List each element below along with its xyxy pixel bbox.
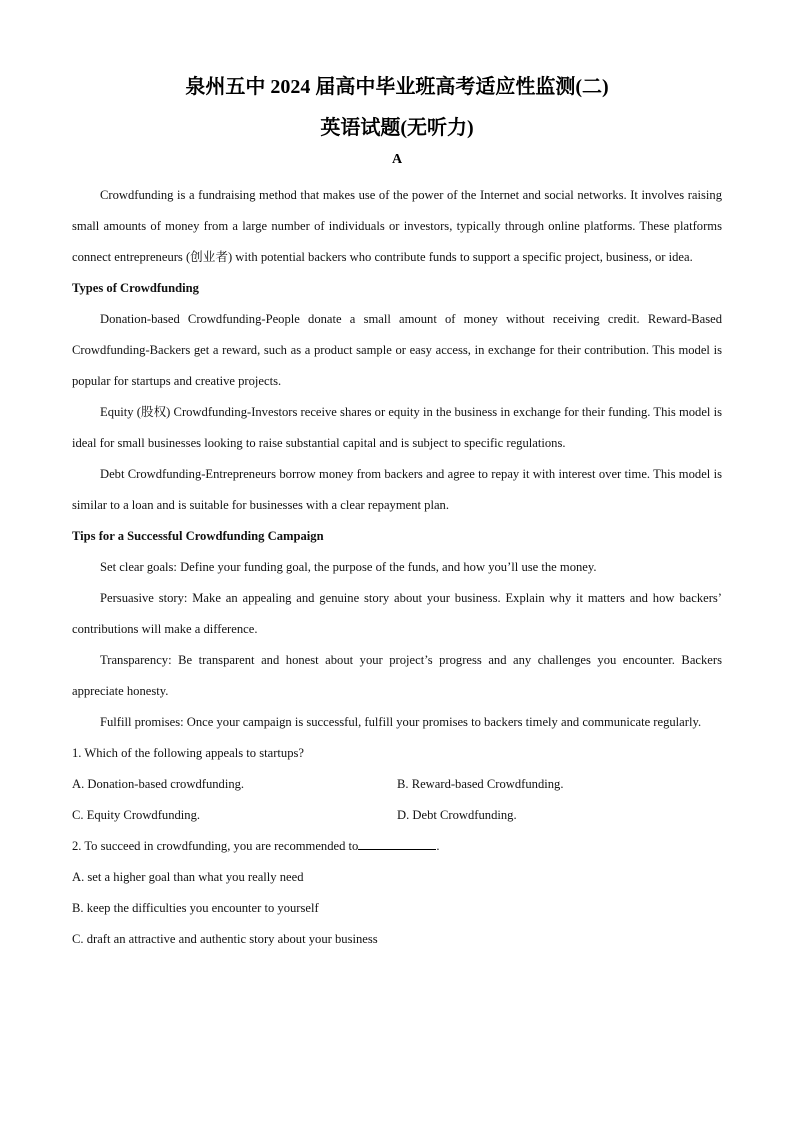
- passage-body: [72, 180, 722, 955]
- question-2-stem-end: .: [436, 839, 440, 853]
- tip-story: Persuasive story: Make an appealing and genuine story about your business. Explain why it matters and how backers’ contributions will make a difference.: [72, 591, 722, 636]
- question-1-option-c[interactable]: C. Equity Crowdfunding.: [72, 808, 201, 822]
- question-1-options-row-2: [72, 800, 722, 831]
- exam-subtitle: 英语试题(无听力): [320, 117, 474, 139]
- exam-title: 泉州五中 2024 届高中毕业班高考适应性监测(二): [185, 76, 609, 98]
- type-paragraph-donation-reward: Donation-based Crowdfunding-People donate a small amount of money without receiving credit. Reward-Based Crowdfunding-Backers get a reward, such as a product sample or easy access, in exchange for their contribution. This model is popular for startups and creative projects.: [72, 312, 722, 388]
- question-1-option-b[interactable]: B. Reward-based Crowdfunding.: [397, 777, 564, 791]
- tip-goals: Set clear goals: Define your funding goal, the purpose of the funds, and how you’ll use the money.: [100, 560, 597, 574]
- tip-transparency: Transparency: Be transparent and honest about your project’s progress and any challenges you encounter. Backers appreciate honesty.: [72, 653, 722, 698]
- question-1-option-a[interactable]: A. Donation-based crowdfunding.: [72, 777, 245, 791]
- types-heading: Types of Crowdfunding: [72, 281, 199, 295]
- question-2-option-a[interactable]: A. set a higher goal than what you really need: [72, 870, 304, 884]
- question-1-stem: 1. Which of the following appeals to startups?: [72, 746, 305, 760]
- type-paragraph-debt: Debt Crowdfunding-Entrepreneurs borrow money from backers and agree to repay it with interest over time. This model is similar to a loan and is suitable for businesses with a clear repayment plan.: [72, 467, 722, 512]
- type-paragraph-equity: Equity (股权) Crowdfunding-Investors receive shares or equity in the business in exchange for their funding. This model is ideal for small businesses looking to raise substantial capital and is subject to specific regulations.: [72, 405, 722, 450]
- question-1-options-row-1: [72, 769, 722, 800]
- question-1-option-d[interactable]: D. Debt Crowdfunding.: [397, 808, 517, 822]
- intro-paragraph: Crowdfunding is a fundraising method that makes use of the power of the Internet and social networks. It involves raising small amounts of money from a large number of individuals or investors, typically through online platforms. These platforms connect entrepreneurs (创业者) with potential backers who contribute funds to support a specific project, business, or idea.: [72, 188, 722, 264]
- question-2-stem-line: [72, 831, 722, 862]
- question-2-option-b[interactable]: B. keep the difficulties you encounter to yourself: [72, 901, 319, 915]
- question-2-stem: 2. To succeed in crowdfunding, you are recommended to: [72, 839, 359, 853]
- answer-blank: [358, 835, 436, 850]
- tips-heading: Tips for a Successful Crowdfunding Campaign: [72, 529, 324, 543]
- tip-promises: Fulfill promises: Once your campaign is successful, fulfill your promises to backers timely and communicate regularly.: [100, 715, 702, 729]
- section-label: A: [391, 152, 403, 167]
- question-2-option-c[interactable]: C. draft an attractive and authentic story about your business: [72, 932, 378, 946]
